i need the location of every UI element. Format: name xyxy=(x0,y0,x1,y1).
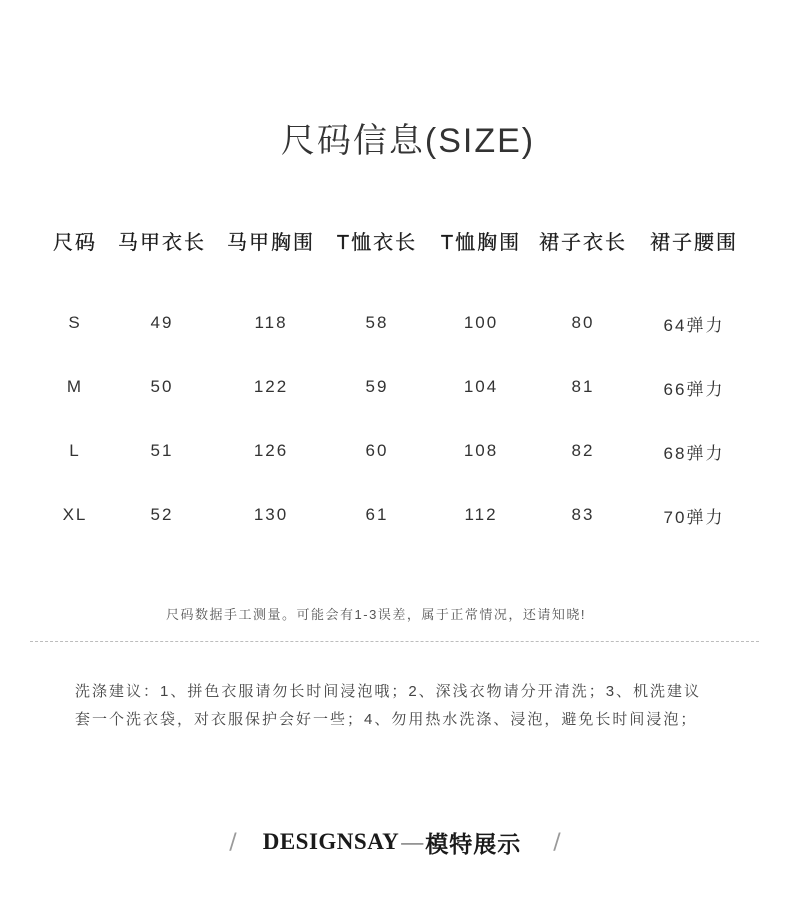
cell-tshirt-chest: 112 xyxy=(464,505,498,524)
dashed-divider xyxy=(30,641,759,642)
cell-tshirt-chest: 100 xyxy=(463,313,499,332)
header-skirt-length: 裙子衣长 xyxy=(539,231,627,254)
washing-instructions xyxy=(75,678,701,734)
cell-size: XL xyxy=(62,505,88,524)
header-vest-chest: 马甲胸围 xyxy=(227,231,315,254)
cell-tshirt-length: 58 xyxy=(365,313,389,332)
slash-right-decoration: / xyxy=(553,829,561,855)
cell-skirt-waist: 70弹力 xyxy=(663,507,725,527)
cell-skirt-waist: 66弹力 xyxy=(663,379,725,399)
cell-tshirt-chest: 104 xyxy=(463,377,499,396)
heading-separator: — xyxy=(401,829,424,854)
cell-vest-length: 50 xyxy=(150,377,174,396)
cell-tshirt-length: 60 xyxy=(365,441,389,460)
cell-tshirt-chest: 108 xyxy=(463,441,499,460)
washing-line: 套一个洗衣袋，对衣服保护会好一些；4、勿用热水洗涤、浸泡，避免长时间浸泡； xyxy=(75,711,698,728)
size-table-body xyxy=(30,291,766,547)
cell-skirt-length: 83 xyxy=(571,505,595,524)
cell-vest-length: 51 xyxy=(150,441,174,460)
cell-vest-chest: 126 xyxy=(253,441,289,460)
header-tshirt-length: T恤衣长 xyxy=(336,231,418,254)
cell-vest-length: 52 xyxy=(150,505,174,524)
header-tshirt-chest: T恤胸围 xyxy=(440,231,522,254)
header-vest-length: 马甲衣长 xyxy=(118,231,206,254)
header-size: 尺码 xyxy=(53,231,97,254)
cell-vest-chest: 122 xyxy=(253,377,289,396)
model-showcase-heading xyxy=(0,826,790,858)
cell-skirt-length: 82 xyxy=(571,441,595,460)
slash-left-decoration: / xyxy=(229,829,237,855)
cell-vest-chest: 130 xyxy=(253,505,289,524)
cell-skirt-length: 81 xyxy=(571,377,595,396)
cell-size: M xyxy=(66,377,84,396)
page-title: 尺码信息(SIZE) xyxy=(280,122,536,160)
measurement-note: 尺码数据手工测量。可能会有1-3误差，属于正常情况，还请知晓! xyxy=(166,607,586,622)
cell-skirt-waist: 64弹力 xyxy=(663,315,725,335)
size-table-header xyxy=(30,225,766,255)
cell-vest-chest: 118 xyxy=(254,313,288,332)
cell-tshirt-length: 59 xyxy=(365,377,389,396)
cell-size: L xyxy=(69,441,81,460)
cell-vest-length: 49 xyxy=(150,313,174,332)
cell-skirt-length: 80 xyxy=(571,313,595,332)
cell-skirt-waist: 68弹力 xyxy=(663,443,725,463)
header-skirt-waist: 裙子腰围 xyxy=(650,231,738,254)
brand-name: DESIGNSAY xyxy=(262,829,400,854)
section-label: 模特展示 xyxy=(425,831,522,857)
cell-tshirt-length: 61 xyxy=(365,505,389,524)
washing-line: 洗涤建议：1、拼色衣服请勿长时间浸泡哦；2、深浅衣物请分开清洗；3、机洗建议 xyxy=(75,683,702,700)
cell-size: S xyxy=(68,313,82,332)
